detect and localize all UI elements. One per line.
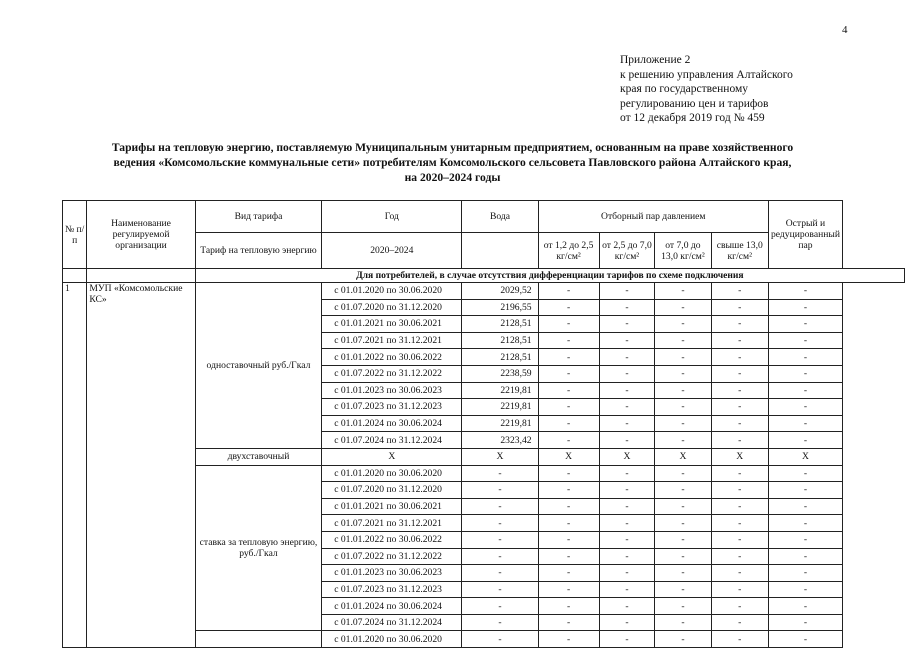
period-cell: с 01.07.2020 по 31.12.2020 (322, 482, 462, 499)
dash-cell: - (599, 598, 655, 615)
dash-cell: - (768, 349, 842, 366)
dash-cell: - (655, 332, 711, 349)
header-org: Наименование регулируемой организации (87, 201, 195, 269)
period-cell: с 01.01.2020 по 30.06.2020 (322, 465, 462, 482)
dash-cell: - (711, 299, 768, 316)
appendix-line: к решению управления Алтайского (620, 68, 793, 81)
dash-cell: - (655, 399, 711, 416)
dash-cell: - (711, 598, 768, 615)
dash-cell: - (768, 548, 842, 565)
dash-cell: - (655, 581, 711, 598)
water-value: 2196,55 (462, 299, 538, 316)
dash-cell: - (538, 515, 599, 532)
dash-cell: - (538, 349, 599, 366)
subheader-tariff: Тариф на тепловую энергию (195, 233, 322, 269)
dash-cell: - (538, 565, 599, 582)
dash-cell: - (655, 482, 711, 499)
tariff-table (62, 200, 905, 648)
dash-cell: - (538, 498, 599, 515)
period-cell: с 01.01.2022 по 30.06.2022 (322, 531, 462, 548)
dash-cell: - (655, 299, 711, 316)
dash-cell: - (655, 531, 711, 548)
dash-cell: - (599, 531, 655, 548)
table-body (63, 201, 905, 648)
dash-cell: - (655, 415, 711, 432)
dash-cell: - (711, 482, 768, 499)
dash-cell: - (599, 283, 655, 300)
dash-cell: - (768, 498, 842, 515)
dash-cell: - (599, 515, 655, 532)
dash-cell: - (655, 349, 711, 366)
period-cell: с 01.07.2023 по 31.12.2023 (322, 581, 462, 598)
header-year: Год (322, 201, 462, 233)
dash-cell: - (711, 465, 768, 482)
water-value: 2323,42 (462, 432, 538, 449)
dash-cell: - (655, 631, 711, 648)
period-cell: с 01.01.2024 по 30.06.2024 (322, 415, 462, 432)
dash-cell: - (768, 614, 842, 631)
dash-cell: - (599, 316, 655, 333)
appendix-line: от 12 декабря 2019 год № 459 (620, 112, 765, 125)
dash-cell: - (599, 581, 655, 598)
x-mark-cell: Х (462, 448, 538, 465)
dash-cell: - (768, 316, 842, 333)
appendix-line: регулированию цен и тарифов (620, 97, 769, 110)
table-row (63, 283, 905, 300)
period-cell: с 01.01.2021 по 30.06.2021 (322, 498, 462, 515)
dash-cell: - (599, 498, 655, 515)
dash-cell: - (768, 531, 842, 548)
dash-cell: - (655, 365, 711, 382)
dash-cell: - (768, 299, 842, 316)
title-line: ведения «Комсомольские коммунальные сети» потребителям Комсомольского сельсовета Павловского района Алтайского края, (113, 156, 792, 169)
dash-cell: - (538, 332, 599, 349)
dash-cell: - (599, 299, 655, 316)
water-value: 2128,51 (462, 316, 538, 333)
dash-cell: - (768, 515, 842, 532)
header-sharp-steam: Острый и редуцированный пар (768, 201, 842, 269)
subheader-steam-col: от 2,5 до 7,0 кг/см² (599, 233, 655, 269)
dash-cell: - (599, 365, 655, 382)
title-line: на 2020–2024 годы (404, 171, 501, 184)
period-cell: с 01.01.2022 по 30.06.2022 (322, 349, 462, 366)
period-cell: с 01.07.2024 по 31.12.2024 (322, 614, 462, 631)
section-spacer (63, 269, 87, 283)
header-row (63, 201, 905, 233)
x-mark-cell: Х (538, 448, 599, 465)
tariff-group-label: одноставочный руб./Гкал (195, 283, 322, 449)
dash-cell: - (538, 581, 599, 598)
period-cell: с 01.01.2023 по 30.06.2023 (322, 382, 462, 399)
x-mark-cell: Х (322, 448, 462, 465)
water-value: 2219,81 (462, 415, 538, 432)
appendix-line: края по государственному (620, 83, 748, 96)
dash-cell: - (711, 365, 768, 382)
title-line: Тарифы на тепловую энергию, поставляемую Муниципальным унитарным предприятием, основанным на праве хозяйственного (111, 141, 794, 154)
dash-cell: - (538, 631, 599, 648)
dash-cell: - (768, 399, 842, 416)
organization-name: МУП «Комсомольские КС» (87, 283, 195, 648)
dash-cell: - (599, 382, 655, 399)
tariff-group-label (195, 631, 322, 648)
period-cell: с 01.01.2020 по 30.06.2020 (322, 631, 462, 648)
period-cell: с 01.01.2020 по 30.06.2020 (322, 283, 462, 300)
dash-cell: - (711, 382, 768, 399)
dash-cell: - (711, 631, 768, 648)
dash-cell: - (655, 565, 711, 582)
water-value: 2219,81 (462, 382, 538, 399)
dash-cell: - (711, 531, 768, 548)
dash-cell: - (711, 283, 768, 300)
dash-cell: - (538, 283, 599, 300)
dash-cell: - (599, 465, 655, 482)
dash-cell: - (599, 482, 655, 499)
header-water: Вода (462, 201, 538, 233)
dash-cell: - (768, 415, 842, 432)
water-value: - (462, 465, 538, 482)
subheader-steam-col: от 7,0 до 13,0 кг/см² (655, 233, 711, 269)
dash-cell: - (711, 332, 768, 349)
header-tariff-type: Вид тарифа (195, 201, 322, 233)
dash-cell: - (538, 415, 599, 432)
dash-cell: - (599, 332, 655, 349)
water-value: - (462, 515, 538, 532)
water-value: - (462, 548, 538, 565)
dash-cell: - (655, 382, 711, 399)
dash-cell: - (655, 465, 711, 482)
dash-cell: - (599, 349, 655, 366)
dash-cell: - (599, 415, 655, 432)
period-cell: с 01.07.2021 по 31.12.2021 (322, 332, 462, 349)
dash-cell: - (599, 399, 655, 416)
x-mark-cell: Х (711, 448, 768, 465)
water-value: 2029,52 (462, 283, 538, 300)
dash-cell: - (768, 631, 842, 648)
subheader-steam-col: свыше 13,0 кг/см² (711, 233, 768, 269)
dash-cell: - (538, 614, 599, 631)
period-cell: с 01.07.2020 по 31.12.2020 (322, 299, 462, 316)
row-number: 1 (63, 283, 87, 648)
page-number: 4 (842, 24, 848, 36)
dash-cell: - (538, 598, 599, 615)
dash-cell: - (655, 432, 711, 449)
dash-cell: - (538, 365, 599, 382)
water-value: - (462, 498, 538, 515)
dash-cell: - (768, 482, 842, 499)
dash-cell: - (768, 365, 842, 382)
x-mark-cell: Х (599, 448, 655, 465)
dash-cell: - (768, 332, 842, 349)
dash-cell: - (711, 349, 768, 366)
dash-cell: - (599, 548, 655, 565)
dash-cell: - (599, 565, 655, 582)
period-cell: с 01.01.2024 по 30.06.2024 (322, 598, 462, 615)
dash-cell: - (655, 316, 711, 333)
dash-cell: - (711, 614, 768, 631)
dash-cell: - (711, 581, 768, 598)
dash-cell: - (538, 482, 599, 499)
dash-cell: - (655, 515, 711, 532)
water-value: 2238,59 (462, 365, 538, 382)
appendix-line: Приложение 2 (620, 54, 691, 66)
dash-cell: - (538, 382, 599, 399)
period-cell: с 01.07.2024 по 31.12.2024 (322, 432, 462, 449)
two-part-label: двухставочный (195, 448, 322, 465)
dash-cell: - (538, 432, 599, 449)
dash-cell: - (711, 548, 768, 565)
dash-cell: - (599, 432, 655, 449)
header-num: № п/п (63, 201, 87, 269)
section-row (63, 269, 905, 283)
header-steam: Отборный пар давлением (538, 201, 768, 233)
dash-cell: - (711, 316, 768, 333)
dash-cell: - (599, 631, 655, 648)
water-value: - (462, 581, 538, 598)
dash-cell: - (768, 598, 842, 615)
dash-cell: - (655, 283, 711, 300)
dash-cell: - (711, 432, 768, 449)
water-value: - (462, 482, 538, 499)
subheader-steam-col: от 1,2 до 2,5 кг/см² (538, 233, 599, 269)
tariff-group-label: ставка за тепловую энергию, руб./Гкал (195, 465, 322, 631)
period-cell: с 01.07.2023 по 31.12.2023 (322, 399, 462, 416)
period-cell: с 01.01.2023 по 30.06.2023 (322, 565, 462, 582)
dash-cell: - (711, 515, 768, 532)
x-mark-cell: Х (655, 448, 711, 465)
dash-cell: - (768, 382, 842, 399)
section-spacer (87, 269, 195, 283)
dash-cell: - (768, 565, 842, 582)
appendix-note (620, 53, 793, 126)
dash-cell: - (711, 498, 768, 515)
period-cell: с 01.01.2021 по 30.06.2021 (322, 316, 462, 333)
section-title: Для потребителей, в случае отсутствия дифференциации тарифов по схеме подключения (195, 269, 904, 283)
dash-cell: - (711, 565, 768, 582)
x-mark-cell: Х (768, 448, 842, 465)
subheader-year: 2020–2024 (322, 233, 462, 269)
dash-cell: - (768, 465, 842, 482)
dash-cell: - (711, 415, 768, 432)
water-value: 2219,81 (462, 399, 538, 416)
dash-cell: - (768, 432, 842, 449)
dash-cell: - (655, 614, 711, 631)
dash-cell: - (538, 465, 599, 482)
dash-cell: - (538, 299, 599, 316)
subheader-water (462, 233, 538, 269)
period-cell: с 01.07.2022 по 31.12.2022 (322, 548, 462, 565)
dash-cell: - (538, 548, 599, 565)
water-value: 2128,51 (462, 332, 538, 349)
water-value: - (462, 531, 538, 548)
dash-cell: - (538, 316, 599, 333)
dash-cell: - (599, 614, 655, 631)
dash-cell: - (655, 498, 711, 515)
period-cell: с 01.07.2021 по 31.12.2021 (322, 515, 462, 532)
dash-cell: - (768, 283, 842, 300)
water-value: - (462, 631, 538, 648)
dash-cell: - (711, 399, 768, 416)
period-cell: с 01.07.2022 по 31.12.2022 (322, 365, 462, 382)
dash-cell: - (655, 598, 711, 615)
water-value: 2128,51 (462, 349, 538, 366)
dash-cell: - (538, 399, 599, 416)
dash-cell: - (538, 531, 599, 548)
dash-cell: - (655, 548, 711, 565)
water-value: - (462, 598, 538, 615)
document-title (60, 140, 845, 185)
water-value: - (462, 614, 538, 631)
water-value: - (462, 565, 538, 582)
dash-cell: - (768, 581, 842, 598)
